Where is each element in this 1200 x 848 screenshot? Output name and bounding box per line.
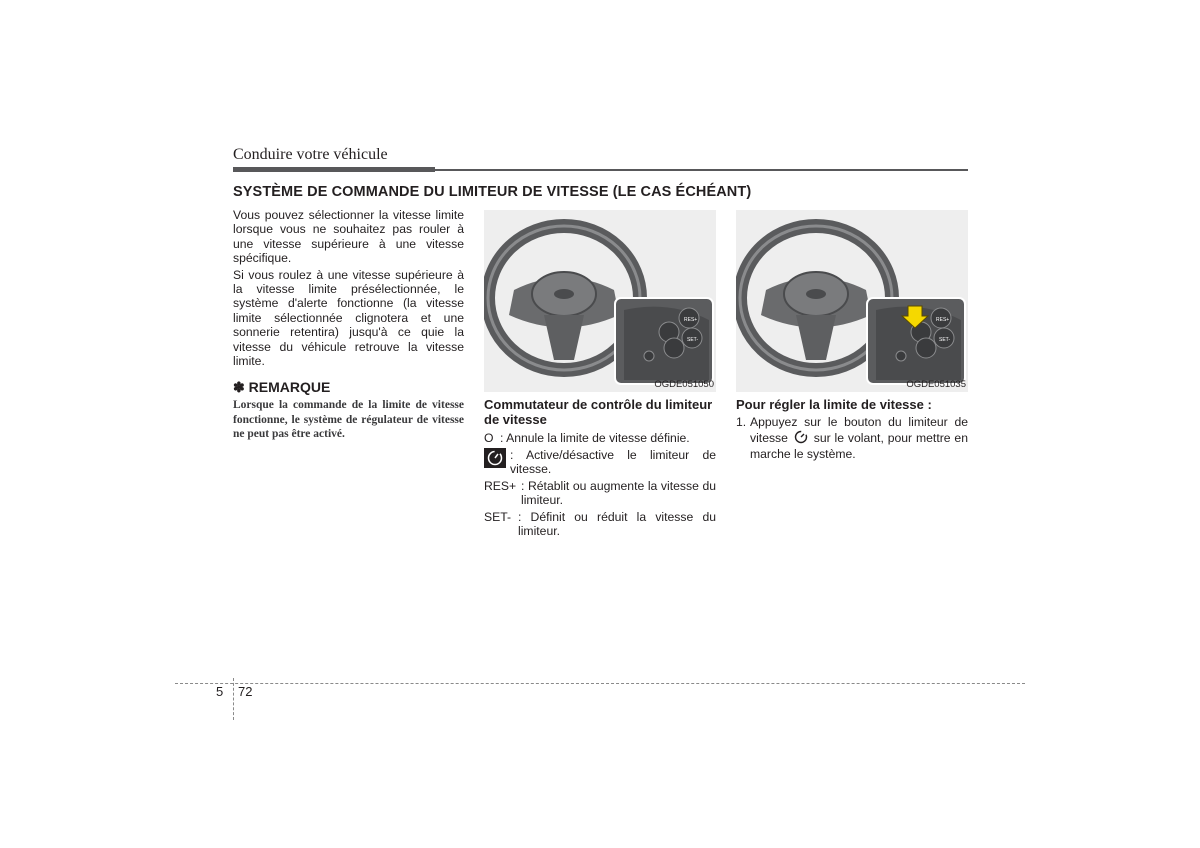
step-text-part-1: Appuyez sur le bouton du limiteur de vitesse (750, 415, 968, 445)
controls-inset (867, 298, 965, 384)
switch-definitions (484, 431, 716, 539)
step-text-part-2: sur le volant, pour mettre en marche le système. (750, 430, 968, 461)
controls-inset (615, 298, 713, 384)
remark-body: Lorsque la commande de la limite de vitesse fonctionne, le système de régulateur de vitesse ne peut pas être activé. (233, 399, 464, 440)
speed-limiter-icon (484, 448, 510, 477)
figure-2-code: OGDE051035 (906, 379, 966, 390)
section-number: 5 (216, 684, 224, 699)
remark-heading: ✽ REMARQUE (233, 379, 331, 395)
step-text (750, 415, 968, 462)
definition-text: : Définit ou réduit la vitesse du limiteur. (518, 509, 716, 538)
set-limit-heading: Pour régler la limite de vitesse : (736, 397, 932, 412)
footer-vertical-divider (233, 678, 234, 720)
steering-wheel-figure-2 (736, 210, 968, 392)
header-rule-thin (435, 169, 968, 171)
definition-text: : Annule la limite de vitesse définie. (500, 431, 690, 445)
definition-text: : Active/désactive le limiteur de vitesse. (510, 447, 716, 476)
res-button-label: RES+ (684, 317, 698, 323)
step-item (736, 415, 968, 462)
steering-wheel-illustration (736, 210, 968, 392)
definition-term: SET- (484, 509, 512, 524)
set-button-label: SET- (687, 337, 699, 343)
definition-text: : Rétablit ou augmente la vitesse du limiteur. (521, 478, 716, 507)
page-title: SYSTÈME DE COMMANDE DU LIMITEUR DE VITESSE (LE CAS ÉCHÉANT) (233, 184, 752, 200)
figure-1-code: OGDE051050 (654, 379, 714, 390)
intro-paragraph-1: Vous pouvez sélectionner la vitesse limite lorsque vous ne souhaitez pas rouler à une vitesse supérieure à une vitesse spécifique. (233, 208, 464, 266)
definition-item (484, 510, 716, 539)
step-number: 1. (736, 415, 747, 429)
definition-item (484, 479, 716, 508)
speed-limiter-icon (792, 430, 810, 448)
intro-paragraph-2: Si vous roulez à une vitesse supérieure à la vitesse limite présélectionnée, le système d'alerte fonctionne (la vitesse limite sélectionnée clignotera et une sonnerie retentira) jusqu'à ce quie la vitesse du véhicule retrouve la vitesse limite. (233, 267, 464, 369)
res-button-label: RES+ (936, 317, 950, 323)
footer-divider (175, 683, 1025, 684)
definition-term: O (484, 431, 494, 445)
header-rule-thick (233, 167, 435, 172)
switch-heading: Commutateur de contrôle du limiteur de vitesse (484, 397, 713, 427)
set-button-label: SET- (939, 337, 951, 343)
steering-wheel-figure-1 (484, 210, 716, 392)
definition-item (484, 448, 716, 477)
intro-text (233, 208, 464, 370)
section-title: Conduire votre véhicule (233, 146, 388, 163)
page-number: 72 (238, 684, 253, 699)
definition-term: RES+ (484, 478, 517, 493)
set-limit-step (736, 415, 968, 462)
definition-item (484, 431, 716, 446)
steering-wheel-illustration (484, 210, 716, 392)
